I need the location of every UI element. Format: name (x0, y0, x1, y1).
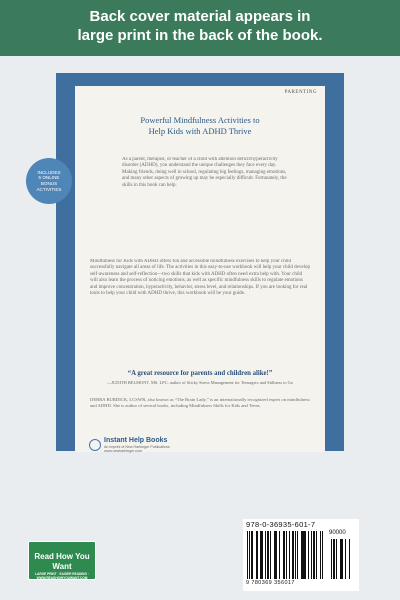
endorsement-quote: “A great resource for parents and children alike!” (127, 370, 273, 377)
barcode-stripe (275, 531, 277, 579)
cover-content-panel (75, 86, 325, 452)
description-paragraph-2: Mindfulness for Kids with ADHD offers fun and accessible mindfulness exercises to help your child successfully navigate all areas of life. The activities in this easy-to-use workbook will help your child develop self-awareness and self-reflection—two skills that kids with ADHD often need extra help with. Your child will also learn the process of noticing emotions, as well as specific mindfulness skills to regulate emotions and improve concentration, hyperactivity, behavior, stress level, and relationships. If you are looking for real tools to help your child with ADHD thrive, this workbook will be your guide. (90, 259, 310, 297)
headline-line-1: Powerful Mindfulness Activities to (140, 115, 260, 125)
barcode-stripe (283, 531, 286, 579)
publisher-logo (89, 437, 170, 453)
barcode-stripe (257, 531, 258, 579)
barcode-stripe (308, 531, 309, 579)
barcode-stripe (345, 539, 346, 579)
barcode-addon-number: 90000 (329, 530, 346, 536)
badge-line: 5 ONLINE (38, 175, 60, 181)
banner-line-2: large print in the back of the book. (77, 27, 323, 44)
barcode-stripe (270, 531, 271, 579)
author-bio: DEBRA BURDICK, LCSWR, also known as “The Brain Lady,” is an internationally recognized expert on mindfulness and ADHD. She is author of several books, including Mindfulness Skills for Kids and Teens. (90, 397, 310, 408)
logo-title: Read How You Want (34, 552, 90, 571)
logo-subtitle: LARGE PRINT · EASIER READING · WWW.READHOWYOUWANT.COM (35, 572, 89, 580)
headline-line-2: Help Kids with ADHD Thrive (148, 126, 252, 136)
description-paragraph-1: As a parent, therapist, or teacher of a child with attention deficit/hyperactivity disorder (ADHD), you understand the unique challenges they face every day. Making friends, doing well in school, regulating big feelings, managing emotions, and many other aspects of growing up may be especially difficult. Fortunately, the skills in this book can help. (122, 157, 287, 188)
barcode-stripe (333, 539, 335, 579)
isbn-barcode (243, 519, 359, 591)
badge-line: ACTIVITIES (36, 186, 62, 192)
barcode-stripe (279, 531, 280, 579)
endorsement-attribution: —JUDITH BELMONT, MS, LPC, author of Sticky Stress Management for Teenagers and Stillness to Go (107, 380, 293, 385)
publisher-name: Instant Help Books (104, 437, 168, 444)
barcode-stripe (297, 531, 298, 579)
large-print-banner (0, 0, 400, 52)
banner-line-1: Back cover material appears in (89, 8, 311, 25)
barcode-stripe (322, 531, 324, 579)
cover-headline (85, 115, 315, 137)
barcode-stripe (249, 531, 250, 579)
publisher-circle-icon (89, 439, 101, 451)
category-label: PARENTING (284, 90, 317, 95)
badge-line: BONUS (40, 181, 58, 186)
publisher-website: www.newharbinger.com (104, 449, 142, 454)
barcode-stripe (295, 531, 296, 579)
badge-line: INCLUDES (37, 169, 61, 175)
barcode-stripe (313, 531, 315, 579)
isbn-number: 978-0-36935-601-7 (246, 520, 316, 529)
barcode-stripe (286, 531, 287, 579)
bonus-activities-badge (26, 158, 72, 204)
publisher-imprint: An Imprint of New Harbinger Publications (104, 445, 170, 449)
read-how-you-want-logo (28, 541, 96, 580)
barcode-stripe (336, 539, 337, 579)
barcode-addon-bars (331, 539, 355, 579)
barcode-stripe (267, 531, 269, 579)
barcode-stripe (341, 539, 343, 579)
barcode-stripe (316, 531, 317, 579)
barcode-stripe (349, 539, 350, 579)
barcode-stripe (289, 531, 290, 579)
barcode-bars (247, 531, 325, 579)
barcode-number: 9 780369 356017 (246, 580, 295, 586)
barcode-stripe (251, 531, 253, 579)
barcode-stripe (303, 531, 306, 579)
barcode-stripe (260, 531, 263, 579)
